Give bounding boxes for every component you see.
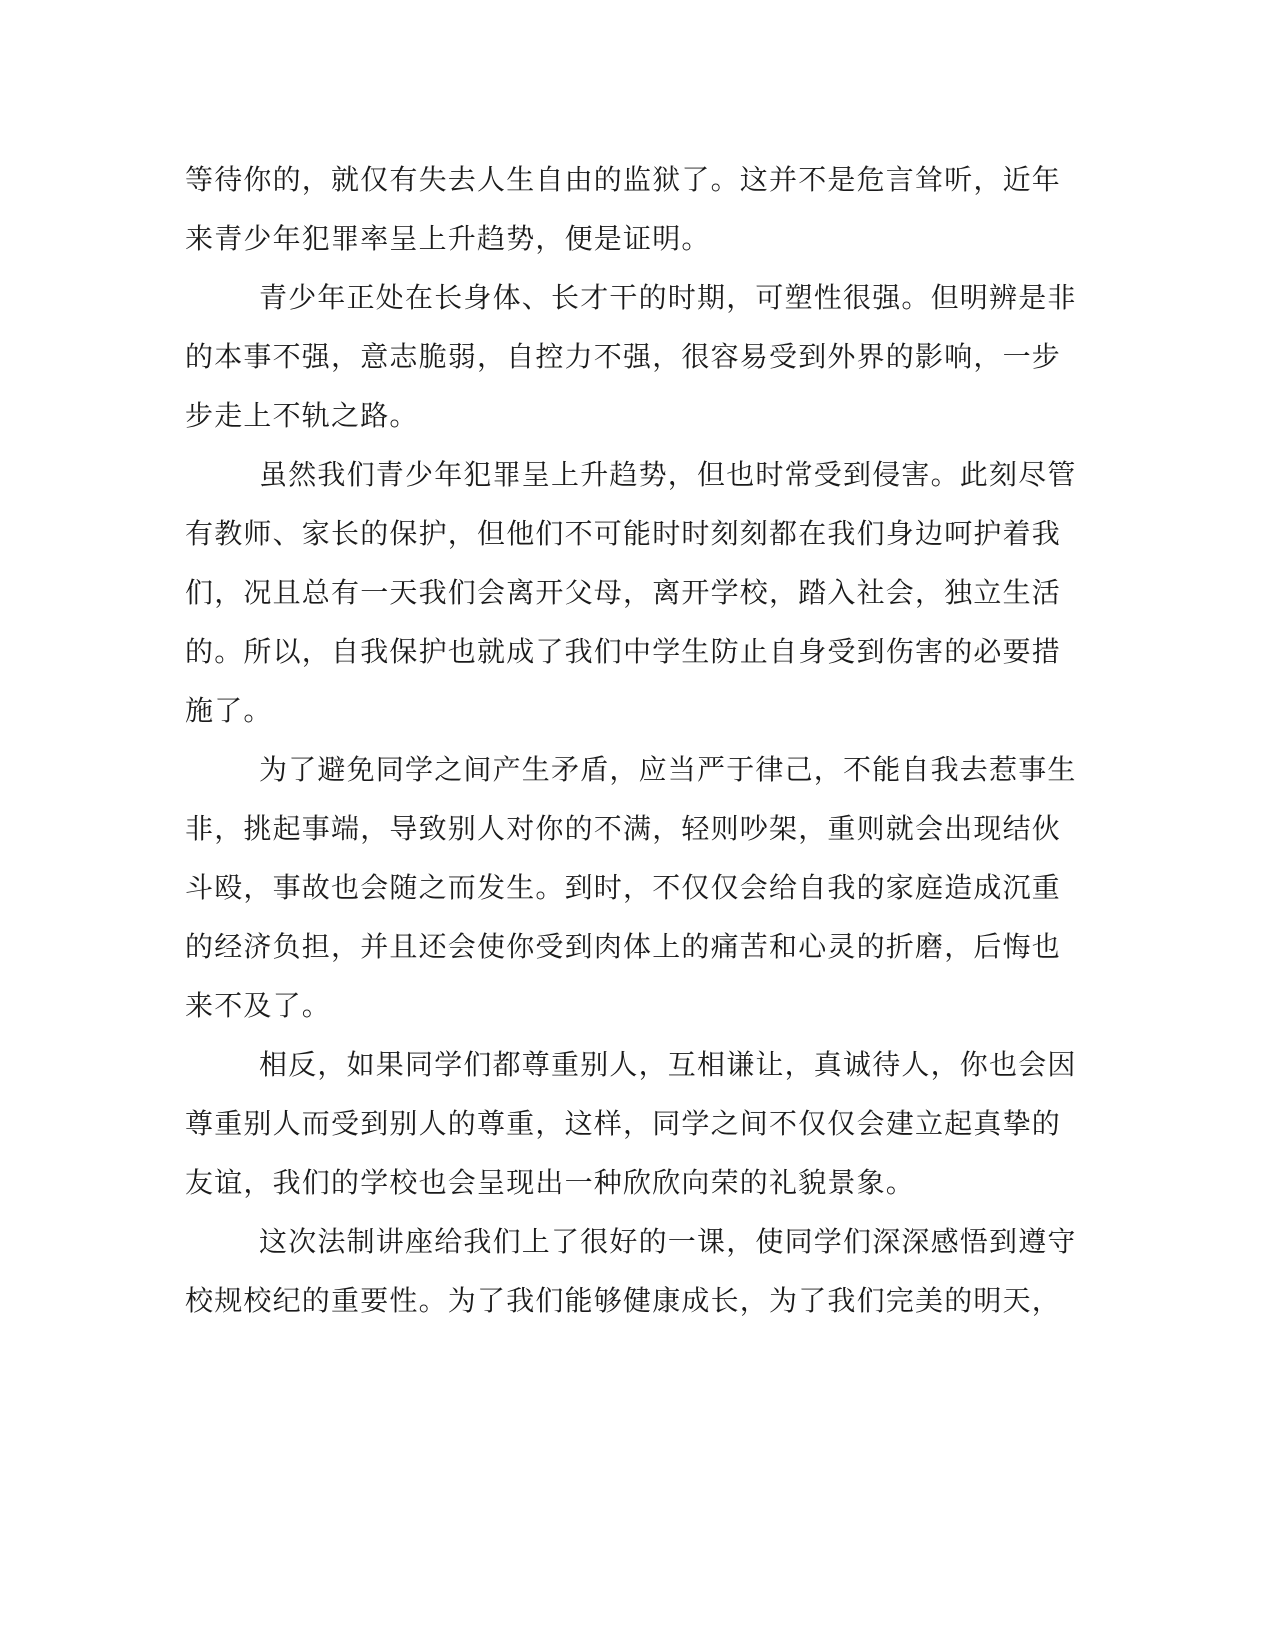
text-line: 的。所以，自我保护也就成了我们中学生防止自身受到伤害的必要措	[185, 635, 1062, 668]
text-line: 有教师、家长的保护，但他们不可能时时刻刻都在我们身边呵护着我	[185, 517, 1062, 550]
text-line: 们，况且总有一天我们会离开父母，离开学校，踏入社会，独立生活	[185, 576, 1062, 609]
text-line: 来青少年犯罪率呈上升趋势，便是证明。	[185, 222, 711, 255]
text-line: 非，挑起事端，导致别人对你的不满，轻则吵架，重则就会出现结伙	[185, 812, 1062, 845]
text-line: 斗殴，事故也会随之而发生。到时，不仅仅会给自我的家庭造成沉重	[185, 871, 1062, 904]
document-body	[185, 150, 1077, 1330]
text-line: 的经济负担，并且还会使你受到肉体上的痛苦和心灵的折磨，后悔也	[185, 930, 1062, 963]
text-line: 虽然我们青少年犯罪呈上升趋势，但也时常受到侵害。此刻尽管	[259, 458, 1077, 491]
text-line: 等待你的，就仅有失去人生自由的监狱了。这并不是危言耸听，近年	[185, 163, 1062, 196]
text-line: 校规校纪的重要性。为了我们能够健康成长，为了我们完美的明天，	[185, 1284, 1062, 1317]
text-line: 青少年正处在长身体、长才干的时期，可塑性很强。但明辨是非	[259, 281, 1077, 314]
text-line: 相反，如果同学们都尊重别人，互相谦让，真诚待人，你也会因	[259, 1048, 1077, 1081]
paragraph-1	[185, 150, 1065, 268]
paragraph-5	[185, 1035, 1077, 1212]
text-line: 这次法制讲座给我们上了很好的一课，使同学们深深感悟到遵守	[259, 1225, 1077, 1258]
text-line: 友谊，我们的学校也会呈现出一种欣欣向荣的礼貌景象。	[185, 1166, 916, 1199]
paragraph-4	[185, 740, 1077, 1035]
text-line: 的本事不强，意志脆弱，自控力不强，很容易受到外界的影响，一步	[185, 340, 1062, 373]
text-line: 尊重别人而受到别人的尊重，这样，同学之间不仅仅会建立起真挚的	[185, 1107, 1062, 1140]
paragraph-3	[185, 445, 1077, 740]
text-line: 步走上不轨之路。	[185, 399, 419, 432]
text-line: 为了避免同学之间产生矛盾，应当严于律己，不能自我去惹事生	[259, 753, 1077, 786]
paragraph-2	[185, 268, 1077, 445]
paragraph-6	[185, 1212, 1077, 1330]
text-line: 来不及了。	[185, 989, 332, 1022]
text-line: 施了。	[185, 694, 273, 727]
